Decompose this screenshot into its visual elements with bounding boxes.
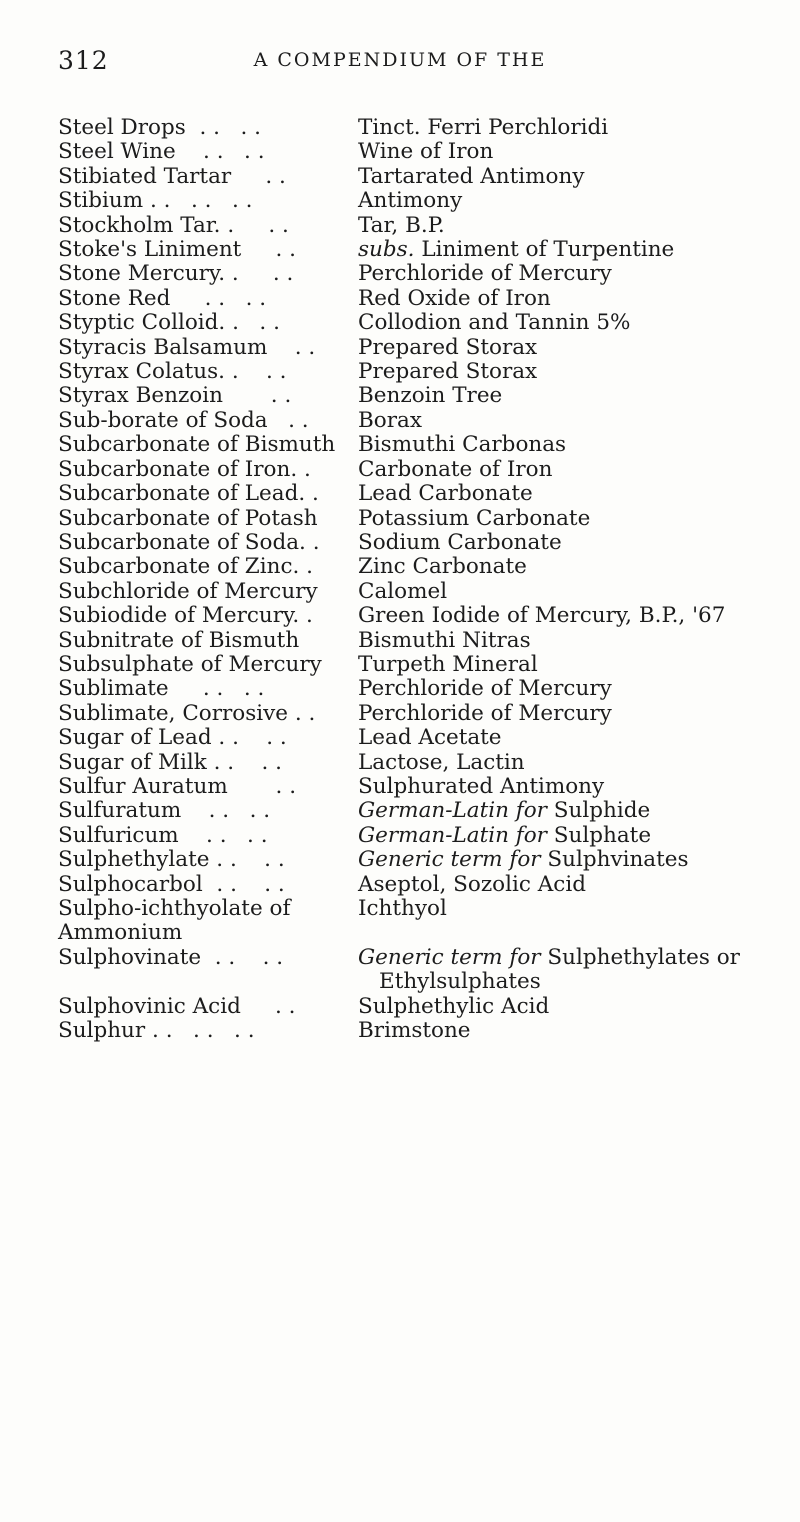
glossary-entry (58, 726, 748, 750)
entry-definition (358, 604, 748, 628)
glossary-entry (58, 360, 748, 384)
entry-definition-text: Sulphide (546, 798, 651, 824)
glossary-entry (58, 677, 748, 701)
entry-term: Stone Mercury. . . . (58, 261, 294, 287)
entry-term: Subcarbonate of Bismuth (58, 432, 336, 458)
entry-definition (358, 653, 748, 677)
entry-term: Steel Wine . . . . (58, 139, 265, 165)
entry-definition (358, 824, 748, 848)
entry-definition (358, 897, 748, 946)
glossary-entry (58, 287, 748, 311)
entry-definition-text: Antimony (358, 188, 463, 214)
entry-definition (358, 507, 748, 531)
entry-definition-text: Red Oxide of Iron (358, 285, 551, 311)
glossary-entry (58, 140, 748, 164)
entry-term: Sublimate . . . . (58, 676, 265, 702)
entry-definition-text: Carbonate of Iron (358, 456, 553, 482)
entry-term: Sulfuratum . . . . (58, 798, 271, 824)
entry-definition (358, 555, 748, 579)
entry-term: Sulphovinate . . . . (58, 944, 284, 970)
entry-term: Stone Red . . . . (58, 285, 267, 311)
entry-definition (358, 336, 748, 360)
running-head: A COMPENDIUM OF THE (253, 49, 547, 71)
glossary-entry (58, 189, 748, 213)
glossary-entry (58, 799, 748, 823)
entry-term: Styrax Benzoin . . (58, 383, 292, 409)
entry-definition (358, 629, 748, 653)
entry-definition-text: Wine of Iron (358, 139, 494, 165)
entry-definition-italic: subs. (358, 237, 415, 263)
entry-definition-text: Sulphate (546, 822, 652, 848)
glossary-entry (58, 946, 748, 995)
glossary-table (58, 116, 748, 1043)
entry-definition-text: Potassium Carbonate (358, 505, 591, 531)
entry-definition (358, 165, 748, 189)
glossary-entry (58, 507, 748, 531)
entry-definition (358, 189, 748, 213)
entry-term: Subnitrate of Bismuth (58, 627, 300, 653)
glossary-entry (58, 824, 748, 848)
entry-definition (358, 238, 748, 262)
glossary-entry (58, 629, 748, 653)
entry-definition-text: Lactose, Lactin (358, 749, 525, 775)
glossary-entry (58, 409, 748, 433)
glossary-entry (58, 336, 748, 360)
entry-term: Subchloride of Mercury (58, 578, 318, 604)
entry-term: Stockholm Tar. . . . (58, 212, 289, 238)
entry-definition (358, 946, 748, 995)
entry-definition-text: Benzoin Tree (358, 383, 503, 409)
entry-definition-text: Prepared Storax (358, 359, 538, 385)
entry-term: Stoke's Liniment . . (58, 237, 296, 263)
entry-definition-text: Green Iodide of Mercury, B.P., '67 (358, 603, 726, 629)
entry-term: Sulfur Auratum . . (58, 773, 297, 799)
entry-definition-italic: German-Latin for (358, 798, 547, 824)
entry-definition-text: Tar, B.P. (358, 212, 445, 238)
entry-term: Sulphur . . . . . . (58, 1018, 255, 1044)
entry-definition (358, 799, 748, 823)
glossary-entry (58, 482, 748, 506)
entry-term: Sulpho-ichthyolate of Ammonium (58, 896, 298, 946)
entry-term: Subcarbonate of Zinc. . (58, 554, 313, 580)
entry-definition (358, 433, 748, 457)
entry-term: Subcarbonate of Potash (58, 505, 318, 531)
entry-term: Stibiated Tartar . . (58, 163, 286, 189)
entry-term: Sulfuricum . . . . (58, 822, 268, 848)
glossary-entry (58, 848, 748, 872)
glossary-entry (58, 897, 748, 946)
entry-definition-text: Turpeth Mineral (358, 651, 538, 677)
entry-term: Sublimate, Corrosive . . (58, 700, 316, 726)
entry-term: Sulphocarbol . . . . (58, 871, 285, 897)
glossary-entry (58, 702, 748, 726)
entry-term: Subcarbonate of Iron. . (58, 456, 311, 482)
entry-term: Subsulphate of Mercury (58, 651, 322, 677)
entry-term: Styptic Colloid. . . . (58, 310, 280, 336)
entry-definition (358, 580, 748, 604)
entry-term: Stibium . . . . . . (58, 188, 253, 214)
entry-definition-text: Zinc Carbonate (358, 554, 527, 580)
glossary-entry (58, 165, 748, 189)
page-number: 312 (58, 46, 109, 75)
entry-definition (358, 287, 748, 311)
entry-term: Sulphovinic Acid . . (58, 993, 296, 1019)
entry-definition-text: Liniment of Turpentine (414, 237, 675, 263)
entry-definition (358, 482, 748, 506)
entry-definition-text: Ichthyol (358, 896, 447, 921)
entry-definition-text: Lead Carbonate (358, 481, 533, 507)
entry-definition (358, 311, 748, 335)
entry-definition (358, 116, 748, 140)
entry-definition-text: Brimstone (358, 1018, 471, 1044)
entry-definition (358, 751, 748, 775)
entry-definition (358, 873, 748, 897)
entry-definition (358, 995, 748, 1019)
glossary-entry (58, 214, 748, 238)
entry-term: Subcarbonate of Soda. . (58, 529, 320, 555)
glossary-entry (58, 116, 748, 140)
entry-definition-text: Perchloride of Mercury (358, 261, 612, 287)
entry-definition (358, 384, 748, 408)
entry-definition-text: Perchloride of Mercury (358, 700, 612, 726)
entry-definition-text: Sulphethylic Acid (358, 993, 550, 1019)
entry-definition-text: Collodion and Tannin 5% (358, 310, 631, 336)
entry-definition-text: Aseptol, Sozolic Acid (358, 871, 586, 897)
glossary-entry (58, 1019, 748, 1043)
entry-definition-text: Tinct. Ferri Perchloridi (358, 115, 609, 140)
entry-definition-text: Perchloride of Mercury (358, 676, 612, 702)
entry-definition-text: Borax (358, 407, 422, 433)
entry-term: Sulphethylate . . . . (58, 847, 285, 873)
entry-definition-text: Sulphethylates or Ethylsulphates (379, 944, 740, 995)
entry-definition-text: Prepared Storax (358, 334, 538, 360)
entry-definition-text: Bismuthi Carbonas (358, 432, 567, 458)
entry-definition-text: Sulphurated Antimony (358, 773, 605, 799)
entry-definition (358, 262, 748, 286)
entry-definition-italic: German-Latin for (358, 822, 547, 848)
entry-term: Styrax Colatus. . . . (58, 359, 287, 385)
entry-definition (358, 531, 748, 555)
glossary-entry (58, 384, 748, 408)
entry-term: Subcarbonate of Lead. . (58, 481, 319, 507)
entry-definition (358, 1019, 748, 1043)
glossary-entry (58, 751, 748, 775)
entry-definition-text: Calomel (358, 578, 448, 604)
entry-term: Subiodide of Mercury. . (58, 603, 313, 629)
glossary-entry (58, 580, 748, 604)
entry-definition (358, 726, 748, 750)
glossary-entry (58, 458, 748, 482)
entry-definition (358, 140, 748, 164)
entry-definition-italic: Generic term for (358, 944, 541, 970)
entry-definition (358, 775, 748, 799)
entry-definition-text: Sulphvinates (540, 847, 689, 873)
glossary-entry (58, 433, 748, 457)
entry-definition (358, 458, 748, 482)
entry-definition (358, 702, 748, 726)
glossary-entry (58, 311, 748, 335)
glossary-entry (58, 604, 748, 628)
glossary-entry (58, 238, 748, 262)
entry-term: Sugar of Lead . . . . (58, 725, 287, 751)
glossary-entry (58, 775, 748, 799)
entry-term: Steel Drops . . . . (58, 115, 261, 140)
glossary-entry (58, 555, 748, 579)
entry-definition (358, 360, 748, 384)
entry-definition-text: Bismuthi Nitras (358, 627, 531, 653)
glossary-entry (58, 873, 748, 897)
glossary-entry (58, 653, 748, 677)
entry-term: Sugar of Milk . . . . (58, 749, 282, 775)
glossary-entry (58, 262, 748, 286)
entry-definition (358, 409, 748, 433)
entry-definition (358, 214, 748, 238)
entry-definition-italic: Generic term for (358, 847, 541, 873)
entry-definition-text: Tartarated Antimony (358, 163, 585, 189)
entry-definition (358, 848, 748, 872)
entry-term: Sub-borate of Soda . . (58, 407, 309, 433)
entry-definition (358, 677, 748, 701)
glossary-entry (58, 995, 748, 1019)
entry-definition-text: Lead Acetate (358, 725, 502, 751)
entry-term: Styracis Balsamum . . (58, 334, 316, 360)
glossary-entry (58, 531, 748, 555)
entry-definition-text: Sodium Carbonate (358, 529, 562, 555)
